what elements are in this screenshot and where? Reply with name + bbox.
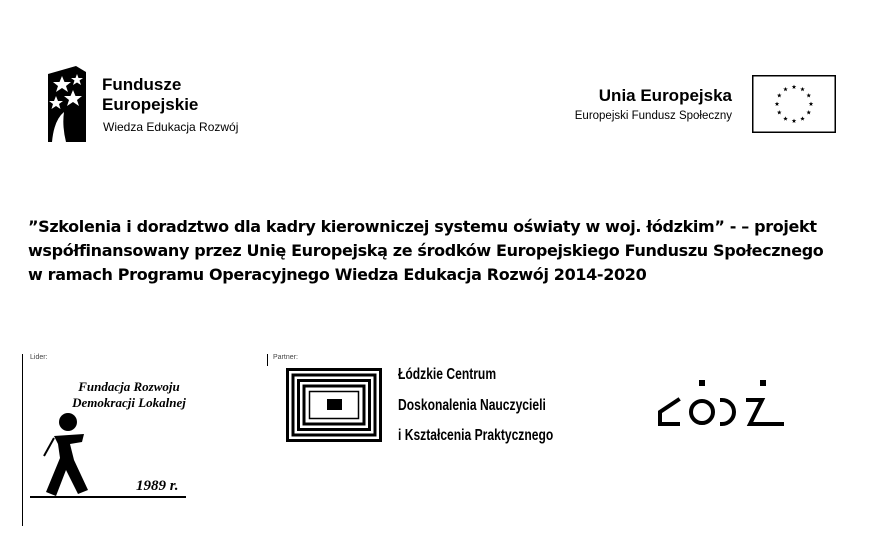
- walking-figure-icon: [40, 412, 100, 498]
- partner-name-line3: i Kształcenia Praktycznego: [398, 427, 554, 444]
- leader-label: Lider:: [30, 354, 48, 361]
- project-line-2: współfinansowany przez Unię Europejską ze środków Europejskiego Funduszu Społecznego: [28, 241, 824, 260]
- fe-title-line2: Europejskie: [102, 95, 199, 114]
- fe-subtitle: Wiedza Edukacja Rozwój: [103, 120, 239, 134]
- fe-title-line1: Fundusze: [102, 75, 182, 94]
- partner-label: Partner:: [273, 354, 298, 361]
- eu-flag-icon: [752, 75, 836, 133]
- eu-subtitle: Europejski Fundusz Społeczny: [574, 110, 732, 122]
- fe-star-figures-icon: [46, 66, 90, 142]
- partner-name-line1: Łódzkie Centrum: [398, 366, 497, 383]
- leader-underline: [30, 496, 186, 498]
- nested-squares-icon: [286, 368, 382, 442]
- leader-name-line2: Demokracji Lokalnej: [72, 395, 186, 410]
- partner-divider: [267, 354, 268, 366]
- leader-divider: [22, 354, 23, 526]
- project-line-3: w ramach Programu Operacyjnego Wiedza Edukacja Rozwój 2014-2020: [28, 265, 647, 284]
- lodz-logo-icon: [656, 378, 786, 440]
- leader-year: 1989 r.: [136, 478, 179, 494]
- project-description: [28, 215, 868, 287]
- fundusze-europejskie-logo: [46, 66, 266, 146]
- leader-name-line1: Fundacja Rozwoju: [78, 379, 180, 394]
- partner-name-line2: Doskonalenia Nauczycieli: [398, 397, 546, 414]
- eu-title: Unia Europejska: [598, 86, 732, 105]
- project-line-1: ”Szkolenia i doradztwo dla kadry kierowniczej systemu oświaty w woj. łódzkim” - – projekt: [28, 217, 817, 236]
